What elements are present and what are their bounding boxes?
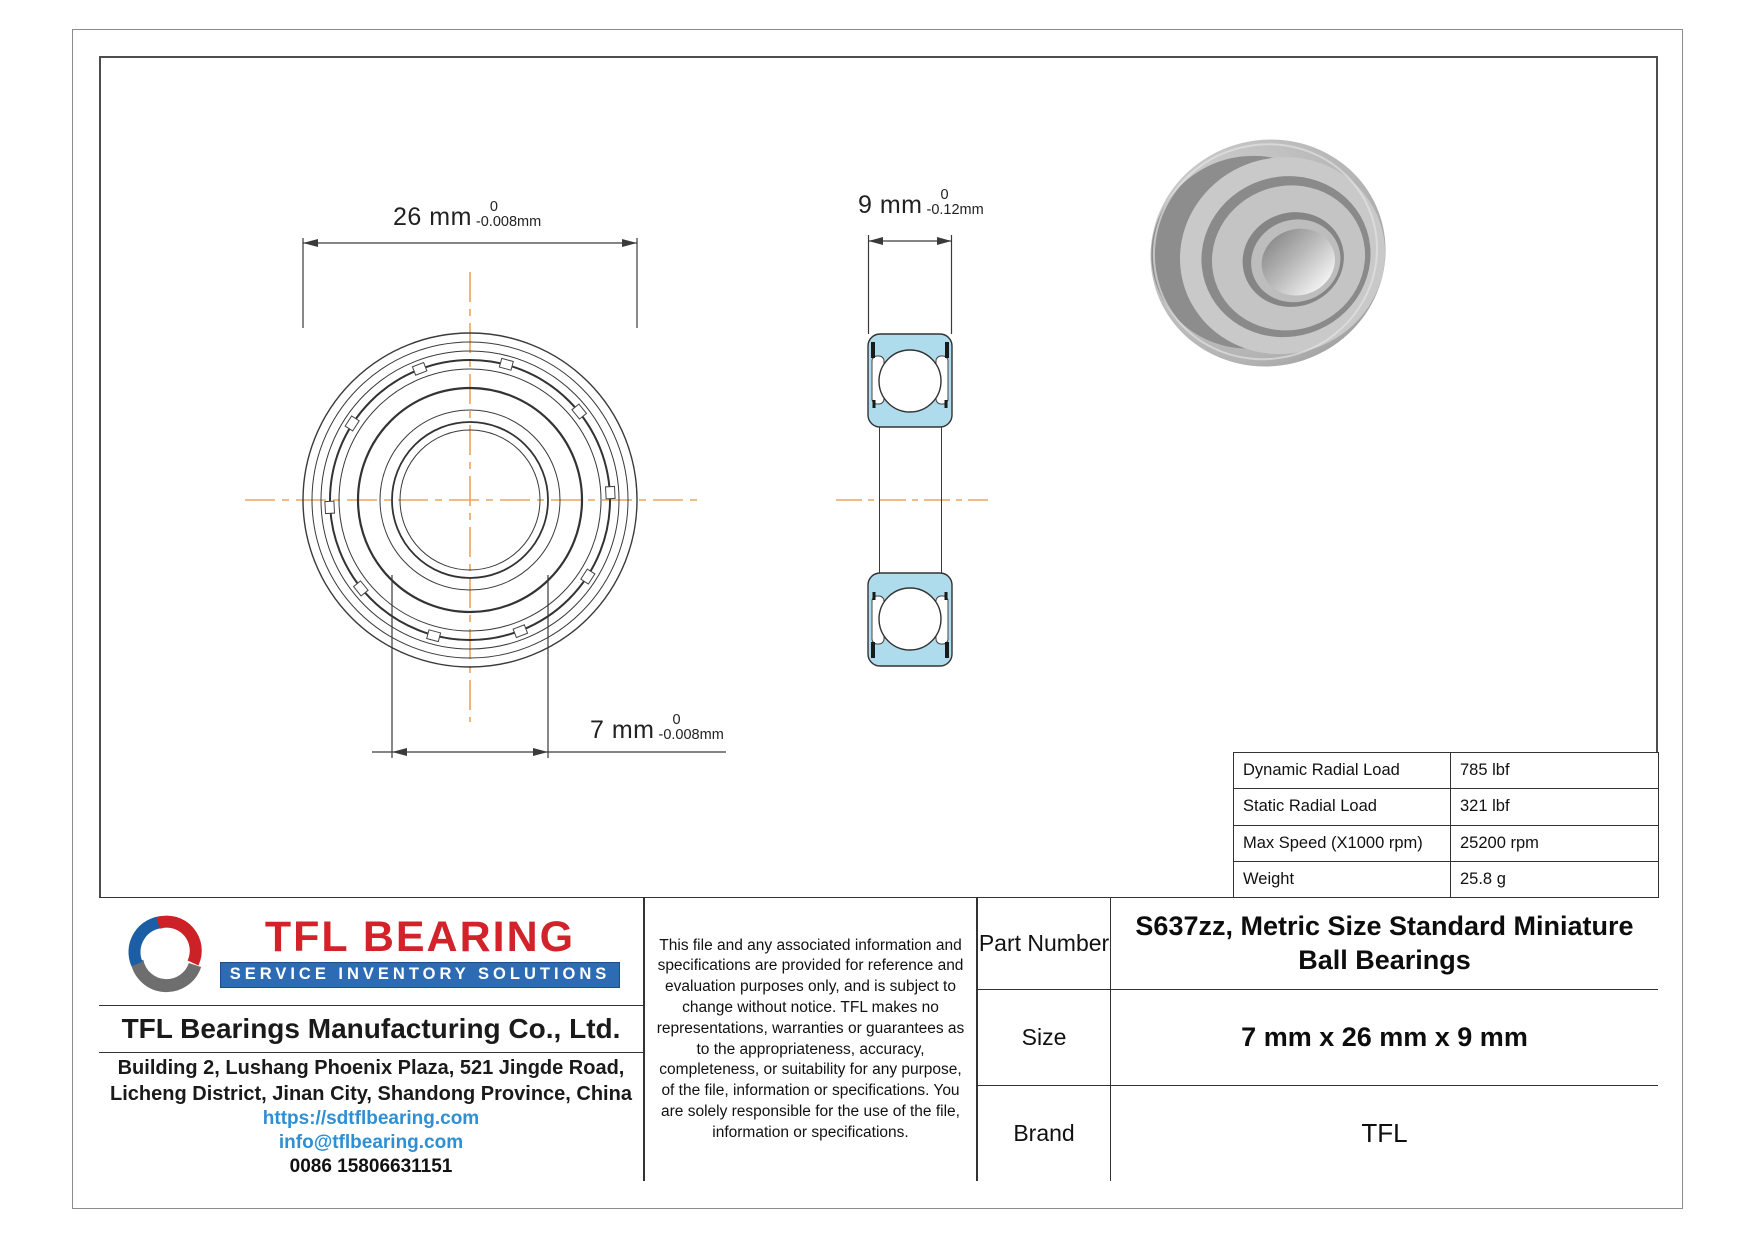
side-view-drawing bbox=[836, 334, 988, 666]
dim-tolerance: 0 -0.008mm bbox=[658, 712, 724, 744]
field-value: 7 mm x 26 mm x 9 mm bbox=[1241, 1021, 1528, 1052]
part-info-table bbox=[978, 898, 1658, 1181]
table-row bbox=[978, 989, 1658, 1085]
field-label: Size bbox=[978, 990, 1111, 1085]
dim-tolerance: 0 -0.008mm bbox=[475, 199, 542, 231]
field-label: Part Number bbox=[978, 898, 1111, 989]
bearing-3d-image bbox=[1121, 109, 1415, 397]
dim-width-label bbox=[858, 188, 984, 218]
spec-label: Dynamic Radial Load bbox=[1234, 753, 1451, 788]
dim-bore-label bbox=[590, 713, 724, 743]
table-row bbox=[978, 898, 1658, 989]
spec-label: Max Speed (X1000 rpm) bbox=[1234, 826, 1451, 861]
table-row bbox=[1234, 825, 1658, 861]
dim-value: 7 mm bbox=[590, 716, 655, 745]
dim-width-lines bbox=[869, 235, 952, 334]
dim-tolerance: 0 -0.12mm bbox=[926, 187, 984, 219]
logo-tagline-text: SERVICE INVENTORY SOLUTIONS bbox=[220, 962, 621, 988]
company-phone: 0086 15806631151 bbox=[289, 1155, 453, 1177]
spec-label: Static Radial Load bbox=[1234, 789, 1451, 824]
dim-outer-diameter-label bbox=[393, 200, 541, 230]
table-row bbox=[1234, 861, 1658, 897]
disclaimer-column bbox=[645, 898, 978, 1181]
spec-value: 25200 rpm bbox=[1460, 833, 1539, 852]
table-row bbox=[1234, 753, 1658, 788]
front-view-drawing bbox=[245, 272, 700, 722]
logo-text bbox=[220, 912, 621, 988]
company-email-link[interactable]: info@tflbearing.com bbox=[278, 1132, 464, 1154]
company-column bbox=[99, 898, 645, 1181]
dim-value: 26 mm bbox=[393, 203, 472, 232]
company-logo bbox=[99, 898, 643, 1006]
load-spec-table bbox=[1233, 752, 1659, 898]
table-row bbox=[978, 1085, 1658, 1181]
dim-value: 9 mm bbox=[858, 191, 923, 220]
spec-value: 785 lbf bbox=[1460, 761, 1510, 780]
spec-value: 25.8 g bbox=[1460, 869, 1506, 888]
field-value: S637zz, Metric Size Standard Miniature Ball Bearings bbox=[1135, 910, 1634, 975]
company-website-link[interactable]: https://sdtflbearing.com bbox=[262, 1108, 480, 1130]
logo-brand-text: TFL BEARING bbox=[264, 912, 576, 961]
title-block bbox=[99, 897, 1658, 1181]
disclaimer-text: This file and any associated information and specifications are provided for reference and evaluation purposes only, and is subject to change without notice. TFL makes no representations, warranties or guarantees as to the appropriateness, accuracy, completeness, or suitability for any purpose, of the file, information or specifications. You are solely responsible for the use of the file, information or specifications. bbox=[656, 936, 965, 1141]
field-value: TFL bbox=[1361, 1118, 1408, 1149]
field-label: Brand bbox=[978, 1086, 1111, 1181]
company-contact bbox=[99, 1053, 643, 1181]
table-row bbox=[1234, 788, 1658, 824]
spec-value: 321 lbf bbox=[1460, 797, 1510, 816]
tfl-swirl-logo-icon bbox=[122, 908, 210, 996]
spec-label: Weight bbox=[1234, 862, 1451, 897]
company-address: Building 2, Lushang Phoenix Plaza, 521 Jingde Road, Licheng District, Jinan City, Shandong Province, China bbox=[110, 1057, 632, 1106]
company-name: TFL Bearings Manufacturing Co., Ltd. bbox=[99, 1006, 643, 1053]
